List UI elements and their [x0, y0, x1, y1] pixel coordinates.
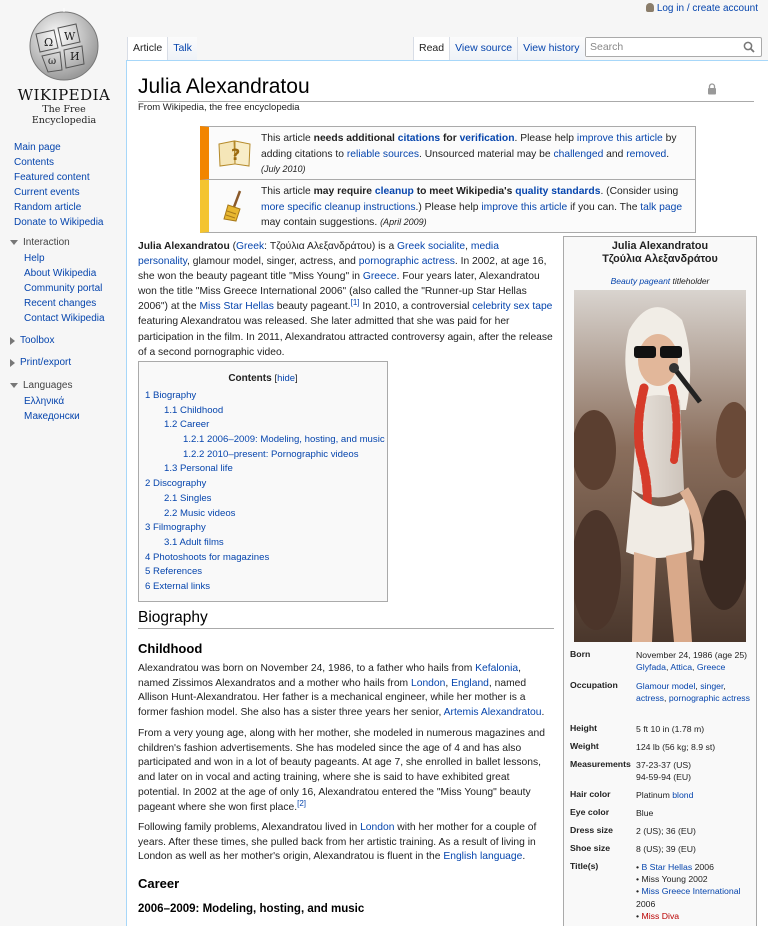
sidebar-item-contents[interactable]: Contents [14, 157, 55, 168]
tab-view-source-label: View source [455, 42, 513, 54]
citations-link[interactable]: citations [397, 133, 441, 144]
infobox-caption: Beauty pageant titleholder [610, 276, 710, 286]
improve-article-link[interactable]: improve this article [481, 201, 568, 213]
sidebar-item-featured-content[interactable]: Featured content [14, 172, 90, 183]
improve-article-link[interactable]: improve this article [576, 133, 663, 144]
user-icon [646, 3, 654, 12]
cleanup-instructions-link[interactable]: more specific cleanup instructions [261, 201, 416, 213]
chevron-down-icon [10, 240, 18, 245]
section-heading-childhood: Childhood [138, 641, 203, 656]
paragraph-childhood-1: Alexandratou was born on November 24, 1986, to a father who hails from Kefalonia, named Zissimos Alexandratos and a mother who hails from London, England, named Allison Hunt-Alexandratou. Her father is a mechanical engineer, while her mother is a former fashion model. She also has a sister three years her senior, Artemis Alexandratou. [138, 663, 545, 719]
sidebar-section-languages[interactable] [10, 380, 73, 391]
search-input[interactable] [586, 38, 736, 56]
sidebar-item-main-page[interactable]: Main page [14, 142, 61, 153]
blond-link[interactable]: blond [672, 790, 694, 800]
svg-text:И: И [70, 50, 80, 63]
sidebar-item-about[interactable]: About Wikipedia [24, 268, 97, 279]
notice-date: (April 2009) [380, 217, 427, 227]
london-link[interactable]: London [411, 677, 446, 689]
search-icon[interactable] [743, 41, 755, 53]
logo-wordmark: WIKIPEDIA [17, 86, 111, 104]
tab-view-history[interactable] [517, 37, 584, 61]
celebrity-sex-tape-link[interactable]: celebrity sex tape [472, 301, 553, 313]
english-language-link[interactable]: English language [443, 851, 523, 863]
sidebar-languages-list [24, 394, 80, 424]
lead-paragraph: Julia Alexandratou (Greek: Τζούλια Αλεξανδράτου) is a Greek socialite, media personality, glamour model, singer, actress, and pornographic actress. In 2002, at age 16, she won the beauty pageant title "Miss Young" in Greece. Four years later, Alexandratou won the title "Miss Greece International 2006" (also called the "Runner-up Star Hellas 2006") at the Miss Star Hellas beauty pageant.[1] In 2010, a controversial celebrity sex tape featuring Alexandratou was released. She later admitted that she was paid for her participation in the film. In 2011, Alexandratou attracted controversy again, after the release of a second pornographic video. [138, 241, 553, 358]
toc-item[interactable]: 1.1 Childhood [164, 404, 224, 416]
language-link-greek[interactable]: Ελληνικά [24, 396, 65, 407]
sidebar-section-toolbox[interactable] [10, 335, 54, 346]
tab-read-label: Read [419, 42, 445, 54]
tab-talk-label: Talk [173, 42, 192, 54]
infobox-row-weight: Weight 124 lb (56 kg; 8.9 st) [570, 741, 716, 752]
infobox-row-titles: Title(s) • B Star Hellas 2006 • Miss Young 2002 • Miss Greece International 2006 • Miss Diva [570, 861, 741, 921]
tab-read[interactable] [413, 37, 449, 61]
namespace-tabs [127, 37, 197, 61]
sidebar-section-label: Toolbox [20, 335, 55, 346]
infobox-row-eye: Eye color Blue [570, 807, 654, 818]
sidebar-interaction-list [24, 251, 105, 326]
toc-hide-link[interactable]: hide [277, 373, 296, 384]
section-heading-biography: Biography [138, 607, 554, 629]
actress-link[interactable]: actress [636, 693, 665, 704]
paragraph-childhood-2: From a very young age, along with her mother, she modeled in numerous magazines and children's fashion advertisements. She has modeled since the age of 4 and has also participated and won in a lot of beauty pageants. At age 7, she enrolled in ballet lessons, and later on in vocal and acting training, where she is said to have exhibited great potential. In 2002 at the age of only 16, Alexandratou entered the "Miss Young" beauty pageant where she won first place.[2] [138, 728, 545, 813]
sidebar-section-label: Print/export [20, 357, 72, 368]
paragraph-childhood-3: Following family problems, Alexandratou lived in London with her mother for a couple of years. After these times, she pulled back from her artistic training. As a result of living in London as well as her mother's origin, Alexandratou is fluent in the English language. [138, 822, 537, 863]
sidebar-item-recent-changes[interactable]: Recent changes [24, 298, 97, 309]
glyfada-link[interactable]: Glyfada [636, 662, 666, 673]
notice-citations [200, 126, 696, 180]
sidebar-item-donate[interactable]: Donate to Wikipedia [14, 217, 104, 228]
toc-item[interactable]: 3.1 Adult films [164, 536, 224, 548]
tab-view-history-label: View history [523, 42, 580, 54]
logo-tagline: The Free Encyclopedia [31, 104, 97, 126]
notice-citations-text: This article needs additional citations for verification. Please help improve this article by adding citations to reliable sources. Unsourced material may be challenged and removed. (July 2010) [261, 133, 677, 174]
pornographic-actress-link[interactable]: pornographic actress [358, 256, 455, 268]
sidebar-item-contact[interactable]: Contact Wikipedia [24, 313, 105, 324]
toc-item[interactable]: 4 Photoshoots for magazines [145, 551, 270, 563]
svg-text:?: ? [231, 145, 241, 164]
sidebar-item-community-portal[interactable]: Community portal [24, 283, 103, 294]
reference-link[interactable]: [1] [350, 298, 360, 308]
infobox-row-born: Born November 24, 1986 (age 25) Glyfada, Attica, Greece [570, 649, 748, 673]
toc-item[interactable]: 3 Filmography [145, 522, 206, 534]
svg-text:ω: ω [48, 56, 57, 67]
quality-standards-link[interactable]: quality standards [515, 186, 601, 197]
tab-article[interactable] [127, 37, 167, 61]
sidebar-section-label: Languages [23, 380, 73, 391]
infobox-row-dress: Dress size 2 (US); 36 (EU) [570, 825, 696, 836]
toc-item[interactable]: 1.2.2 2010–present: Pornographic videos [183, 448, 359, 460]
sidebar-section-label: Interaction [23, 237, 70, 248]
svg-text:Ω: Ω [44, 36, 54, 49]
infobox-row-occupation: Occupation Glamour model, singer, actress, pornographic actress [570, 680, 750, 704]
broom-icon [220, 189, 250, 223]
attica-link[interactable]: Attica [670, 662, 693, 673]
kefalonia-link[interactable]: Kefalonia [475, 663, 519, 674]
infobox-photo[interactable] [574, 290, 746, 642]
notice-date: (July 2010) [261, 164, 306, 174]
toc-item[interactable]: 1 Biography [145, 390, 197, 401]
view-tabs [413, 37, 585, 61]
infobox-title: Julia Alexandratou Τζούλια Αλεξανδράτου [602, 240, 718, 265]
challenged-link[interactable]: challenged [553, 148, 604, 160]
personal-tools [646, 3, 758, 14]
toc-item[interactable]: 2 Discography [145, 478, 207, 490]
notice-cleanup-text: This article may require cleanup to meet Wikipedia's quality standards. (Consider using more specific cleanup instructions.) Please help improve this article if you can. The talk page may contain suggestions. (April 2009) [261, 186, 683, 228]
miss-greece-international-link[interactable]: Miss Greece International [641, 886, 741, 897]
lock-icon [707, 83, 717, 95]
tab-view-source[interactable] [449, 37, 517, 61]
removed-link[interactable]: removed [626, 148, 667, 160]
toc-item[interactable]: 2.1 Singles [164, 492, 212, 504]
greece-link[interactable]: Greece [362, 271, 397, 283]
glamour-model-link[interactable]: Glamour model [636, 681, 696, 691]
table-of-contents [138, 361, 388, 602]
chevron-right-icon [10, 337, 15, 345]
toc-item[interactable]: 6 External links [145, 580, 211, 592]
singer-link[interactable]: singer [700, 681, 724, 691]
toc-item[interactable]: 1.3 Personal life [164, 463, 233, 475]
reliable-sources-link[interactable]: reliable sources [346, 148, 419, 160]
b-star-hellas-link[interactable]: B Star Hellas [641, 862, 693, 872]
section-heading-modeling: 2006–2009: Modeling, hosting, and music [138, 903, 365, 915]
verification-link[interactable]: verification [459, 133, 515, 144]
cleanup-link[interactable]: cleanup [374, 186, 414, 197]
site-subtitle: From Wikipedia, the free encyclopedia [138, 102, 300, 113]
infobox-row-measurements: Measurements 37-23-37 (US) 94-59-94 (EU) [570, 759, 692, 783]
infobox [563, 236, 757, 926]
london-link[interactable]: London [360, 822, 395, 833]
language-link-macedonian[interactable]: Македонски [24, 411, 80, 422]
notice-cleanup [200, 180, 696, 233]
greek-socialite-link[interactable]: Greek socialite [397, 241, 466, 252]
book-question-icon [217, 138, 253, 168]
artemis-alexandratou-link[interactable]: Artemis Alexandratou [443, 707, 542, 719]
media-personality-link[interactable]: media personality [138, 241, 499, 268]
england-link[interactable]: England [451, 677, 489, 689]
search-box [585, 37, 762, 57]
talk-page-link[interactable]: talk page [640, 201, 683, 213]
toc-title: Contents [hide] [228, 373, 298, 384]
tab-article-label: Article [133, 42, 163, 54]
sidebar-item-random-article[interactable]: Random article [14, 202, 82, 213]
chevron-down-icon [10, 383, 18, 388]
pornographic-actress-link[interactable]: pornographic actress [668, 693, 750, 704]
login-link[interactable]: Log in / create account [656, 3, 758, 14]
page-title: Julia Alexandratou [138, 74, 754, 102]
greek-language-link[interactable]: Greek [236, 241, 265, 252]
toc-item[interactable]: 2.2 Music videos [164, 507, 236, 519]
sidebar-navigation [14, 140, 104, 230]
chevron-right-icon [10, 359, 15, 367]
infobox-row-shoe: Shoe size 8 (US); 39 (EU) [570, 843, 696, 854]
sidebar-item-current-events[interactable]: Current events [14, 187, 80, 198]
infobox-row-height: Height 5 ft 10 in (1.78 m) [570, 723, 705, 734]
section-heading-career: Career [138, 876, 180, 891]
beauty-pageant-link[interactable]: Beauty pageant [610, 276, 671, 286]
miss-diva-link[interactable]: Miss Diva [641, 910, 680, 921]
toc-item[interactable]: 5 References [145, 566, 203, 578]
greece-link[interactable]: Greece [696, 662, 726, 673]
sidebar-section-interaction[interactable] [10, 237, 70, 248]
miss-star-hellas-link[interactable]: Miss Star Hellas [199, 301, 274, 313]
tab-talk[interactable] [167, 37, 197, 61]
infobox-row-hair: Hair color Platinum blond [570, 789, 694, 800]
reference-link[interactable]: [2] [297, 798, 307, 808]
svg-text:W: W [64, 30, 76, 43]
sidebar-item-help[interactable]: Help [24, 253, 45, 264]
content-area [126, 60, 768, 926]
toc-list [145, 389, 385, 595]
wikipedia-logo[interactable] [10, 8, 118, 124]
toc-item[interactable]: 1.2.1 2006–2009: Modeling, hosting, and music [183, 434, 385, 446]
toc-item[interactable]: 1.2 Career [164, 419, 210, 431]
globe-logo-icon [24, 8, 104, 84]
sidebar-section-printexport[interactable] [10, 357, 71, 368]
